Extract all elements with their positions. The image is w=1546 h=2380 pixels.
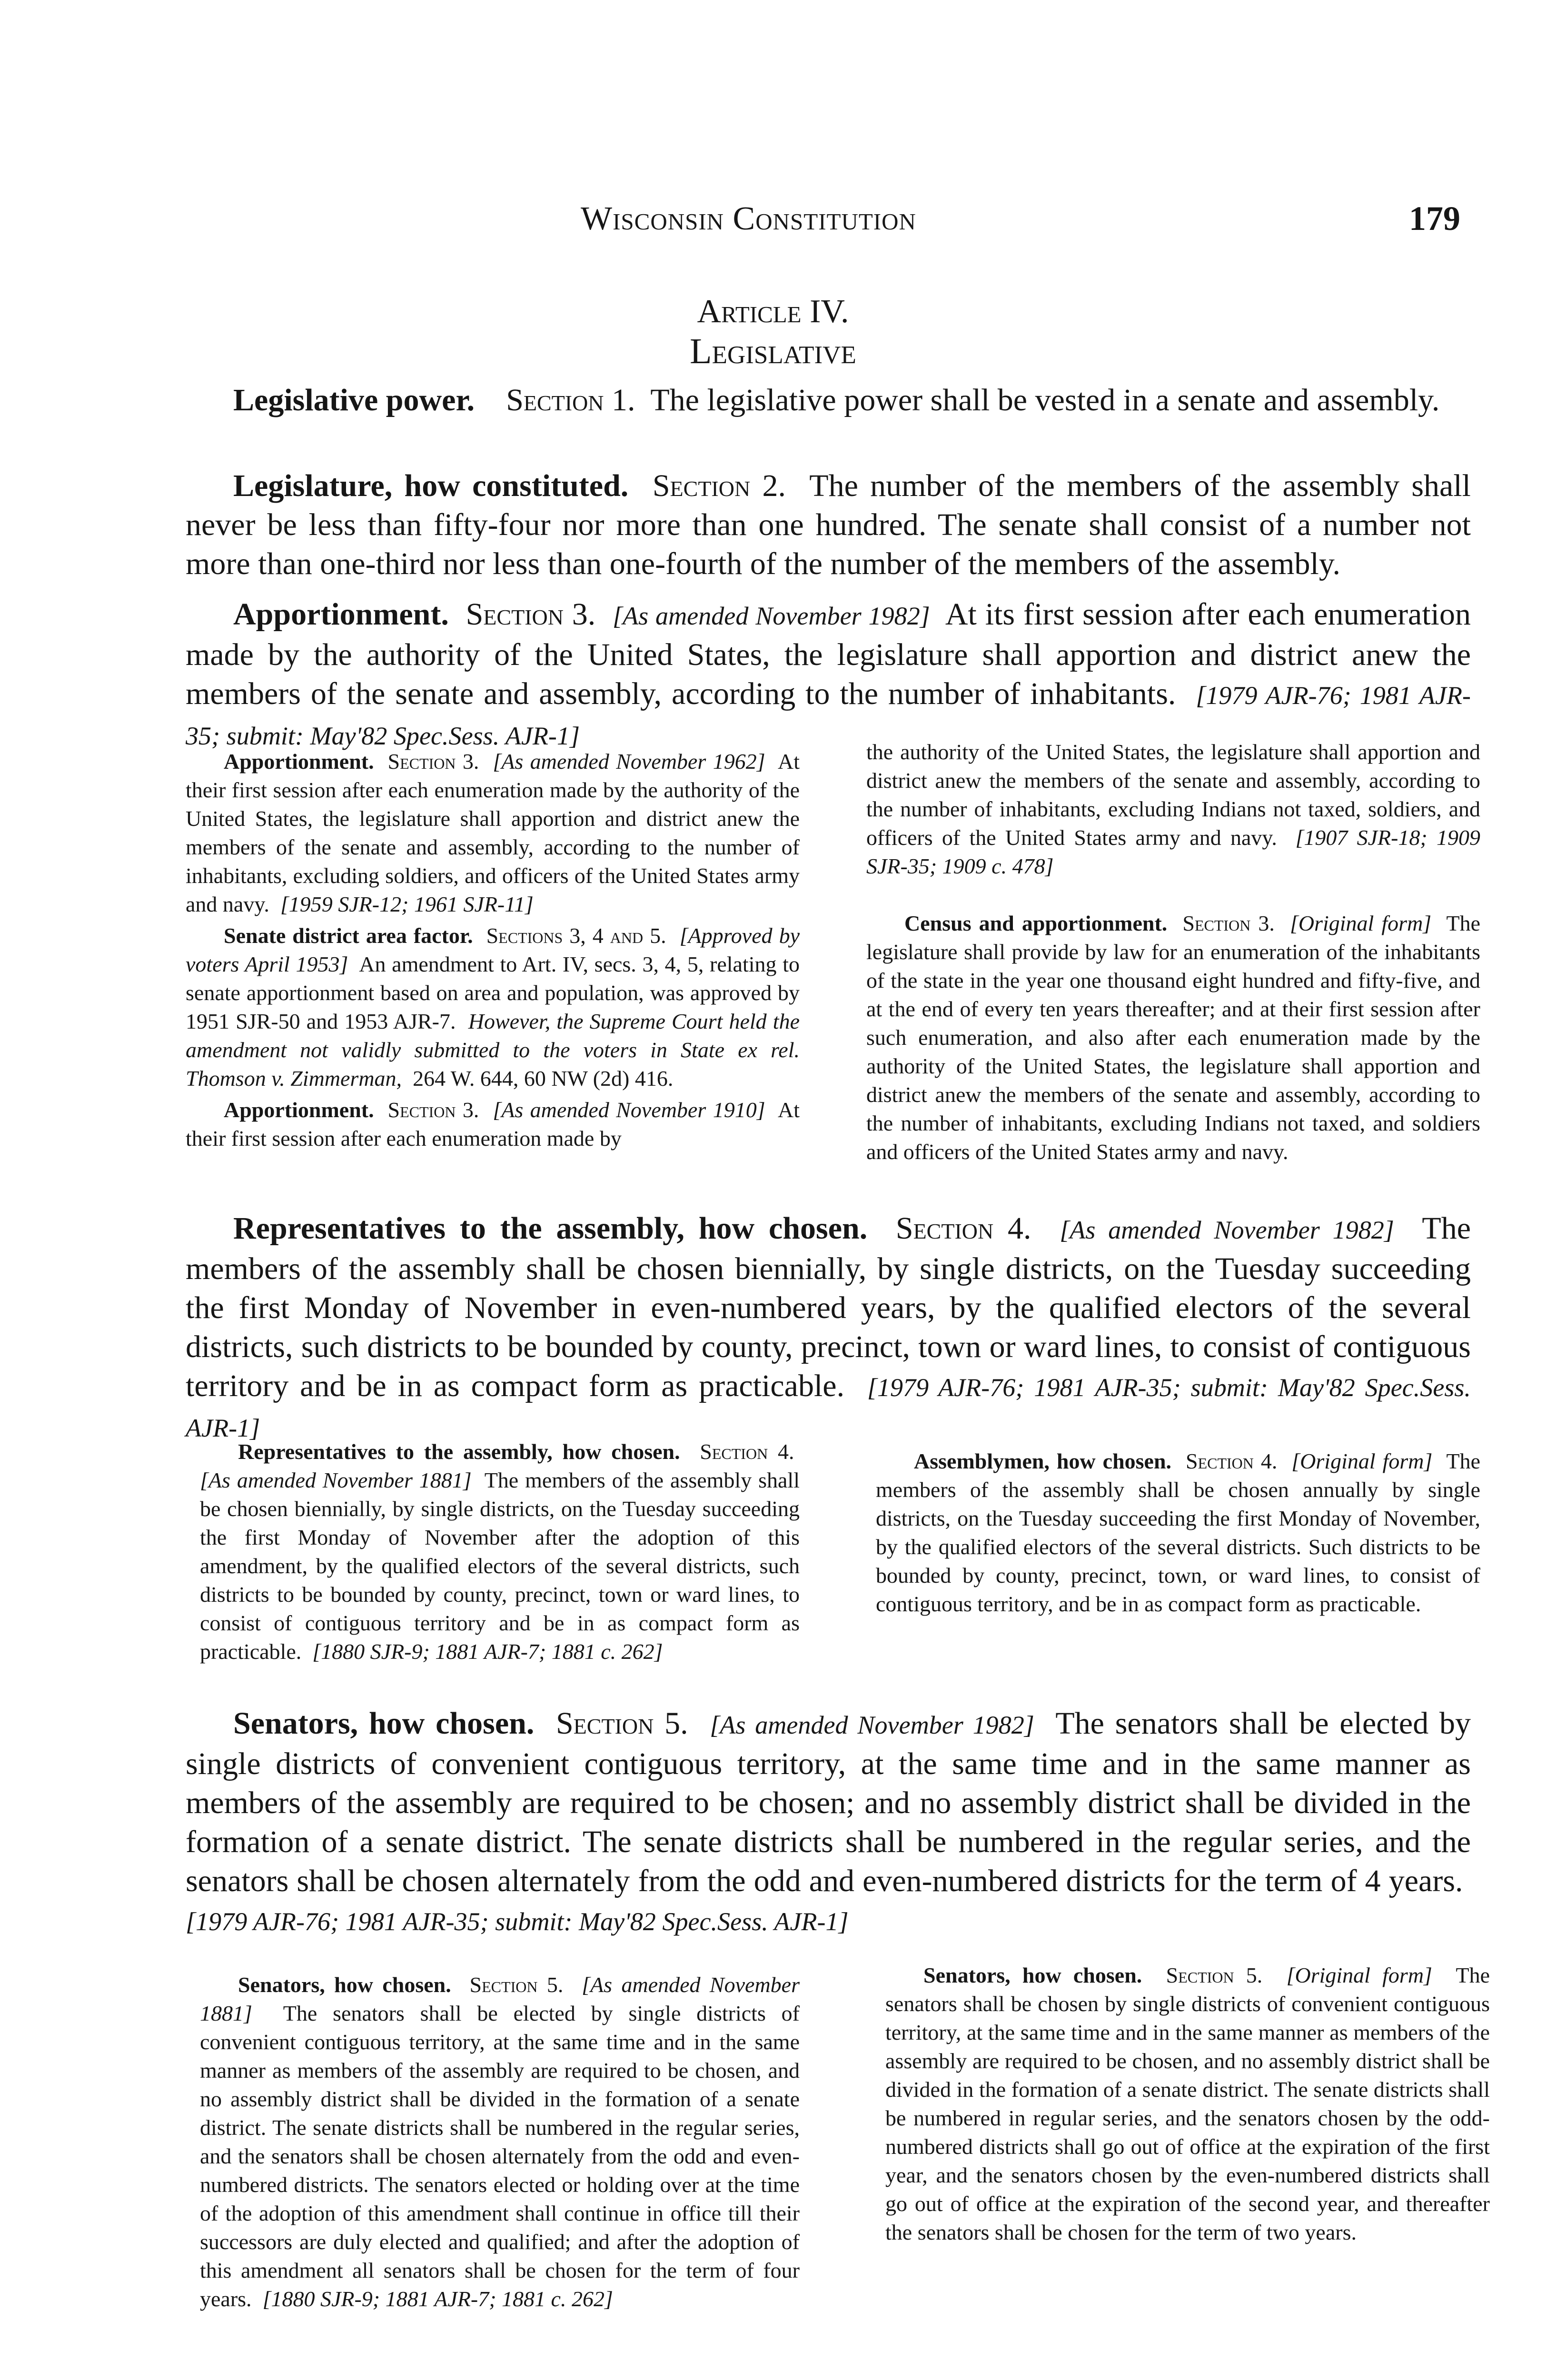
page-number: 179 <box>1409 199 1460 238</box>
section-text: The senators shall be elected by single districts of convenient contiguous territory, at the same time and in the same manner as members of the assembly are required to be chosen; and no assembly district shall be divided in the formation of a senate district. The senate districts shall be numbered in the regular series, and the senators shall be chosen alternately from the odd and even-numbered districts for the term of 4 years. <box>186 1706 1471 1898</box>
note-section: Section 5. <box>469 1973 564 1997</box>
note-heading: Senators, how chosen. <box>238 1973 451 1997</box>
note-section: Section 5. <box>1166 1963 1263 1987</box>
note-section: Section 4. <box>1185 1449 1278 1473</box>
citation: [1979 AJR-76; 1981 AJR-35; submit: May'82 Spec.Sess. AJR-1] <box>186 681 1471 750</box>
note-amended: [Original form] <box>1286 1963 1432 1987</box>
section-number: Section 4. <box>895 1211 1031 1246</box>
note-heading: Assemblymen, how chosen. <box>914 1449 1172 1473</box>
section-2 <box>186 466 1471 584</box>
note-text: the authority of the United States, the legislature shall apportion and district anew the members of the senate and assembly, according to the number of inhabitants, excluding Indians not taxed, soldiers, and officers of the United States army and navy. <box>866 740 1480 850</box>
section-4 <box>186 1209 1471 1448</box>
section-heading: Senators, how chosen. <box>233 1706 535 1741</box>
note-heading: Apportionment. <box>224 749 374 774</box>
note-section: Section 4. <box>700 1439 794 1464</box>
note-tail: 264 W. 644, 60 NW (2d) 416. <box>413 1066 674 1091</box>
note-citation: [1907 SJR-18; 1909 SJR-35; 1909 c. 478] <box>866 825 1481 878</box>
citation: [1979 AJR-76; 1981 AJR-35; submit: May'82 Spec.Sess. AJR-1] <box>186 1373 1471 1442</box>
note-amended: [As amended November 1910] <box>493 1098 765 1122</box>
note-text: An amendment to Art. IV, secs. 3, 4, 5, relating to senate apportionment based on area and population, was approved by 1951 SJR-50 and 1953 AJR-7. <box>186 952 800 1033</box>
section-heading: Representatives to the assembly, how chosen. <box>233 1211 868 1246</box>
notes-section-3-left <box>186 747 800 1156</box>
note-citation: [1880 SJR-9; 1881 AJR-7; 1881 c. 262] <box>262 2287 613 2311</box>
amendment-note: [As amended November 1982] <box>1060 1216 1394 1244</box>
citation: [1979 AJR-76; 1981 AJR-35; submit: May'82 Spec.Sess. AJR-1] <box>186 1907 849 1936</box>
note-text: The senators shall be chosen by single districts of convenient contiguous territory, at the same time and in the same manner as members of the assembly are required to be chosen, and no assembly district shall be divided in the formation of a senate district. The senate districts shall be numbered in regular series, and the senators chosen by the odd-numbered districts shall go out of office at the expiration of the first year, and the senators chosen by the even-numbered districts shall go out of office at the expiration of the second year, and thereafter the senators shall be chosen for the term of two years. <box>885 1963 1490 2244</box>
note-heading: Senate district area factor. <box>224 923 473 948</box>
section-5 <box>186 1704 1471 1941</box>
section-text: The members of the assembly shall be chosen biennially, by single districts, on the Tuesday succeeding the first Monday of November in even-numbered years, by the qualified electors of the several districts, such districts to be bounded by county, precinct, town or ward lines, to consist of contiguous territory and be in as compact form as practicable. <box>186 1211 1471 1403</box>
article-subtitle: Legislative <box>690 331 856 371</box>
note-text: At their first session after each enumeration made by <box>186 1098 800 1150</box>
notes-section-5-right <box>885 1961 1490 2250</box>
note-text: The members of the assembly shall be chosen biennially, by single districts, on the Tuesday succeeding the first Monday of November after the adoption of this amendment, by the qualified electors of the several districts, such districts to be bounded by county, precinct, town or ward lines, to consist of contiguous territory and be in as compact form as practicable. <box>200 1468 800 1664</box>
section-text: The number of the members of the assembly shall never be less than fifty-four nor more than one hundred. The senate shall consist of a number not more than one-third nor less than one-fourth of the number of the members of the assembly. <box>186 468 1471 581</box>
note-amended: [Original form] <box>1289 911 1432 935</box>
amendment-note: [As amended November 1982] <box>613 602 930 630</box>
note-section: Section 3. <box>387 1098 479 1122</box>
section-number: Section 3. <box>466 597 596 632</box>
notes-section-4-left <box>200 1438 800 1669</box>
running-head: Wisconsin Constitution <box>581 200 916 237</box>
note-amended: [As amended November 1881] <box>200 1973 800 2025</box>
note-section: Sections 3, 4 and 5. <box>486 923 666 948</box>
note-citation: [1959 SJR-12; 1961 SJR-11] <box>280 892 534 916</box>
note-italic: However, the Supreme Court held the amendment not validly submitted to the voters in State ex rel. Thomson v. Zimmerman, <box>186 1009 800 1091</box>
section-number: Section 5. <box>555 1706 688 1741</box>
note-amended: [As amended November 1962] <box>493 749 765 774</box>
note-amended: [Approved by voters April 1953] <box>186 923 800 976</box>
note-amended: [Original form] <box>1291 1449 1433 1473</box>
section-heading: Legislative power. <box>233 383 475 417</box>
section-text: At its first session after each enumeration made by the authority of the United States, the legislature shall apportion and district anew the members of the senate and assembly, according to the number of inhabitants. <box>186 597 1471 711</box>
note-text: At their first session after each enumeration made by the authority of the United States, the legislature shall apportion and district anew the members of the senate and assembly, according to the number of inhabitants, excluding soldiers, and officers of the United States army and navy. <box>186 749 800 916</box>
article-title: Article IV. <box>697 293 849 330</box>
note-amended: [As amended November 1881] <box>200 1468 472 1492</box>
note-heading: Census and apportionment. <box>904 911 1168 935</box>
notes-section-3-right <box>866 738 1480 1169</box>
note-text: The legislature shall provide by law for an enumeration of the inhabitants of the state in the year one thousand eight hundred and fifty-five, and at the end of every ten years thereafter; and at their first session after such enumeration, and also after each enumeration made by the authority of the United States, the legislature shall apportion and district anew the members of the senate and assembly, according to the number of inhabitants, excluding Indians not taxed, and soldiers and officers of the United States army and navy. <box>866 911 1480 1164</box>
note-text: The senators shall be elected by single districts of convenient contiguous territory, at the same time and in the same manner as members of the assembly are required to be chosen, and no assembly district shall be divided in the formation of a senate district. The senate districts shall be numbered in the regular series, and the senators shall be chosen alternately from the odd and even-numbered districts. The senators elected or holding over at the time of the adoption of this amendment shall continue in office till their successors are duly elected and qualified; and after the adoption of this amendment all senators shall be chosen for the term of four years. <box>200 2001 800 2311</box>
section-heading: Legislature, how constituted. <box>233 468 629 503</box>
note-heading: Senators, how chosen. <box>923 1963 1142 1987</box>
notes-section-4-right <box>876 1447 1480 1621</box>
note-heading: Apportionment. <box>224 1098 374 1122</box>
note-heading: Representatives to the assembly, how chosen. <box>238 1439 680 1464</box>
amendment-note: [As amended November 1982] <box>710 1711 1034 1739</box>
note-section: Section 3. <box>1182 911 1275 935</box>
note-citation: [1880 SJR-9; 1881 AJR-7; 1881 c. 262] <box>312 1639 663 1664</box>
section-number: Section 2. <box>652 468 786 503</box>
section-heading: Apportionment. <box>233 597 449 632</box>
section-3 <box>186 595 1471 755</box>
section-number: Section 1. <box>506 383 635 417</box>
section-1 <box>186 381 1471 420</box>
notes-section-5-left <box>200 1971 800 2316</box>
note-section: Section 3. <box>387 749 479 774</box>
note-text: The members of the assembly shall be chosen annually by single districts, on the Tuesday succeeding the first Monday of November, by the qualified electors of the several districts. Such districts to be bounded by county, precinct, town, or ward lines, to consist of contiguous territory, and be in as compact form as practicable. <box>876 1449 1480 1616</box>
section-text: The legislative power shall be vested in a senate and assembly. <box>650 383 1440 417</box>
